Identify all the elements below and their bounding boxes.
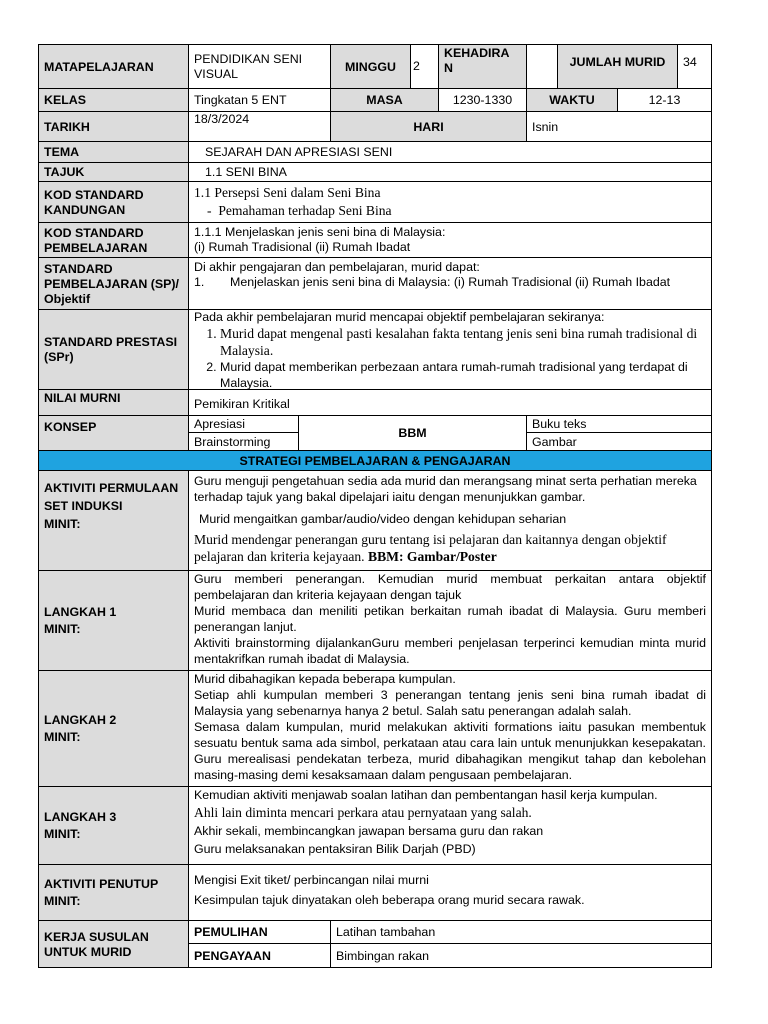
pengayaan-value bbox=[330, 943, 712, 968]
waktu-label-text: WAKTU bbox=[549, 93, 595, 107]
langkah2-label-2: MINIT: bbox=[44, 730, 81, 744]
konsep-label-text: KONSEP bbox=[44, 420, 97, 434]
langkah1-label bbox=[38, 570, 189, 671]
item-number: 1. bbox=[194, 275, 205, 289]
bbm-value-2-text: Gambar bbox=[532, 434, 577, 449]
langkah2-p1: Murid dibahagikan kepada beberapa kumpulan. bbox=[194, 672, 456, 686]
tema-value-text: SEJARAH DAN APRESIASI SENI bbox=[205, 145, 393, 159]
tajuk-label-text: TAJUK bbox=[44, 165, 85, 179]
penutup-label-1: AKTIVITI PENUTUP bbox=[44, 877, 159, 891]
kod-pembelajaran-label-text: KOD STANDARD PEMBELAJARAN bbox=[44, 225, 148, 255]
konsep-value-1-text: Apresiasi bbox=[194, 417, 245, 431]
tajuk-value bbox=[188, 162, 712, 182]
kod-kandungan-line1: 1.1 Persepsi Seni dalam Seni Bina bbox=[194, 185, 381, 200]
permulaan-p3 bbox=[194, 531, 706, 565]
penutup-label bbox=[38, 864, 189, 921]
strategi-header-text: STRATEGI PEMBELAJARAN & PENGAJARAN bbox=[239, 453, 511, 468]
hari-label bbox=[330, 111, 527, 142]
standard-pembelajaran-intro: Di akhir pengajaran dan pembelajaran, murid dapat: bbox=[194, 260, 480, 274]
konsep-value-2-text: Brainstorming bbox=[194, 434, 271, 449]
penutup-content bbox=[188, 864, 712, 921]
penutup-label-2: MINIT: bbox=[44, 894, 81, 908]
hari-value bbox=[526, 111, 712, 142]
langkah2-label bbox=[38, 670, 189, 787]
permulaan-label-1: AKTIVITI PERMULAAN bbox=[44, 481, 179, 495]
tema-value bbox=[188, 141, 712, 163]
masa-label bbox=[330, 88, 439, 112]
waktu-value bbox=[617, 88, 712, 112]
kehadiran-value bbox=[526, 44, 558, 89]
pemulihan-value bbox=[330, 920, 712, 944]
konsep-label bbox=[38, 415, 189, 451]
masa-value bbox=[438, 88, 527, 112]
langkah2-label-1: LANGKAH 2 bbox=[44, 713, 117, 727]
nilai-murni-label-text: NILAI MURNI bbox=[44, 391, 121, 405]
langkah1-p1: Guru memberi penerangan. Kemudian murid membuat perkaitan antara objektif pembelajaran dan kriteria kejayaan dengan tajuk bbox=[194, 572, 706, 602]
pemulihan-label-text: PEMULIHAN bbox=[194, 925, 268, 939]
kod-kandungan-line2: Pemahaman terhadap Seni Bina bbox=[218, 203, 392, 218]
langkah3-p2: Ahli lain diminta mencari perkara atau pernyataan yang salah. bbox=[194, 805, 532, 820]
standard-pembelajaran-item-text: Menjelaskan jenis seni bina di Malaysia: (i) Rumah Tradisional (ii) Rumah Ibadat bbox=[230, 275, 671, 289]
tema-label-text: TEMA bbox=[44, 145, 80, 159]
langkah2-p3: Semasa dalam kumpulan, murid melakukan aktiviti formations iaitu pasukan membentuk sesuatu bentuk sama ada simbol, perkataan atau cara lain untuk menunjukkan kesepakatan. Guru merealisasi pendekatan terbeza, murid dibahagikan mengikut tahap dan kebolehan masing-masing demi kesaksamaan dalam pengusaan pembelajaran. bbox=[194, 720, 706, 782]
langkah3-label-1: LANGKAH 3 bbox=[44, 810, 117, 824]
standard-prestasi-list bbox=[194, 325, 706, 390]
nilai-murni-label bbox=[38, 389, 189, 416]
kod-pembelajaran-line1: 1.1.1 Menjelaskan jenis seni bina di Malaysia: bbox=[194, 225, 446, 239]
standard-prestasi-item: 2. Murid dapat memberikan perbezaan antara rumah-rumah tradisional yang terdapat di Malaysia. bbox=[220, 359, 706, 390]
langkah3-label bbox=[38, 786, 189, 865]
kelas-label bbox=[38, 88, 189, 112]
langkah1-label-2: MINIT: bbox=[44, 622, 81, 636]
tema-label bbox=[38, 141, 189, 163]
penutup-p1: Mengisi Exit tiket/ perbincangan nilai murni bbox=[194, 873, 429, 887]
langkah3-content bbox=[188, 786, 712, 865]
bbm-value-1-text: Buku teks bbox=[532, 417, 587, 431]
pengayaan-value-text: Bimbingan rakan bbox=[336, 948, 429, 963]
tarikh-label-text: TARIKH bbox=[44, 119, 90, 134]
pengayaan-label-text: PENGAYAAN bbox=[194, 948, 271, 963]
langkah1-p3: Aktiviti brainstorming dijalankanGuru memberi penjelasan terperinci kemudian minta murid mentakrifkan rumah ibadat di Malaysia. bbox=[194, 636, 706, 666]
standard-pembelajaran-value bbox=[188, 257, 712, 310]
standard-prestasi-intro: Pada akhir pembelajaran murid mencapai objektif pembelajaran sekiranya: bbox=[194, 310, 605, 324]
kelas-label-text: KELAS bbox=[44, 93, 86, 107]
jumlah-murid-value-text: 34 bbox=[683, 54, 697, 69]
standard-prestasi-value bbox=[188, 309, 712, 390]
permulaan-label bbox=[38, 470, 189, 571]
permulaan-p2: Murid mengaitkan gambar/audio/video dengan kehidupan seharian bbox=[199, 512, 567, 526]
tarikh-value-text: 18/3/2024 bbox=[194, 112, 250, 126]
langkah2-content bbox=[188, 670, 712, 787]
langkah2-p2: Setiap ahli kumpulan memberi 3 penerangan tentang jenis seni bina rumah ibadat di Malaysia yang sebenarnya hanya 2 betul. Salah satu penerangan adalah salah. bbox=[194, 688, 706, 718]
kerja-susulan-label-text: KERJA SUSULAN UNTUK MURID bbox=[44, 929, 149, 959]
bbm-value-2 bbox=[526, 432, 712, 451]
tajuk-value-text: 1.1 SENI BINA bbox=[205, 165, 287, 179]
konsep-value-2 bbox=[188, 432, 299, 451]
permulaan-label-2: SET INDUKSI bbox=[44, 499, 123, 513]
permulaan-label-3: MINIT: bbox=[44, 517, 81, 531]
permulaan-p3-text: Murid mendengar penerangan guru tentang isi pelajaran dan kaitannya dengan objektif pelajaran dan kriteria kejayaan. bbox=[194, 532, 667, 564]
standard-prestasi-label bbox=[38, 309, 189, 390]
tarikh-label bbox=[38, 111, 189, 142]
permulaan-p1: Guru menguji pengetahuan sedia ada murid dan merangsang minat serta perhatian mereka terhadap tajuk yang bakal dipelajari iaitu dengan menunjukkan gambar. bbox=[194, 474, 697, 504]
standard-pembelajaran-label-text: STANDARD PEMBELAJARAN (SP)/ Objektif bbox=[44, 261, 179, 306]
penutup-p2: Kesimpulan tajuk dinyatakan oleh beberapa orang murid secara rawak. bbox=[194, 893, 585, 907]
kod-kandungan-label-text: KOD STANDARD KANDUNGAN bbox=[44, 187, 144, 217]
nilai-murni-value-text: Pemikiran Kritikal bbox=[194, 397, 290, 411]
permulaan-content bbox=[188, 470, 712, 571]
langkah1-label-1: LANGKAH 1 bbox=[44, 605, 117, 619]
langkah3-p1: Kemudian aktiviti menjawab soalan latihan dan pembentangan hasil kerja kumpulan. bbox=[194, 788, 658, 802]
standard-prestasi-label-text: STANDARD PRESTASI (SPr) bbox=[44, 335, 178, 364]
bbm-label bbox=[298, 415, 527, 451]
standard-prestasi-item: 1. Murid dapat mengenal pasti kesalahan fakta tentang jenis seni bina rumah tradisional di Malaysia. bbox=[220, 325, 706, 359]
langkah3-label-2: MINIT: bbox=[44, 827, 81, 841]
kod-kandungan-item bbox=[194, 202, 706, 220]
matapelajaran-label bbox=[38, 44, 189, 89]
minggu-value-text: 2 bbox=[413, 59, 420, 73]
pemulihan-label bbox=[188, 920, 331, 944]
kod-kandungan-label bbox=[38, 181, 189, 223]
lesson-plan-sheet bbox=[38, 44, 712, 968]
kelas-value bbox=[188, 88, 331, 112]
tajuk-label bbox=[38, 162, 189, 182]
waktu-label bbox=[526, 88, 618, 112]
tarikh-value bbox=[188, 111, 331, 142]
bbm-label-text: BBM bbox=[398, 426, 427, 440]
kehadiran-label bbox=[438, 44, 527, 89]
waktu-value-text: 12-13 bbox=[648, 93, 681, 107]
minggu-label-text: MINGGU bbox=[345, 59, 396, 74]
bbm-value-1 bbox=[526, 415, 712, 433]
langkah1-p2: Murid membaca dan meniliti petikan berkaitan rumah ibadat di Malaysia. Guru memberi penerangan lanjut. bbox=[194, 604, 706, 634]
nilai-murni-value bbox=[188, 389, 712, 416]
permulaan-p3-bbm: BBM: Gambar/Poster bbox=[368, 549, 497, 564]
konsep-value-1 bbox=[188, 415, 299, 433]
matapelajaran-value-text: PENDIDIKAN SENI VISUAL bbox=[194, 52, 303, 81]
pemulihan-value-text: Latihan tambahan bbox=[336, 925, 436, 939]
langkah3-p3: Akhir sekali, membincangkan jawapan bersama guru dan rakan bbox=[194, 824, 544, 838]
masa-value-text: 1230-1330 bbox=[452, 93, 513, 107]
kod-pembelajaran-line2: (i) Rumah Tradisional (ii) Rumah Ibadat bbox=[194, 240, 411, 254]
strategi-header bbox=[38, 450, 712, 471]
dash-bullet: - bbox=[207, 203, 212, 218]
hari-value-text: Isnin bbox=[532, 119, 559, 134]
matapelajaran-value bbox=[188, 44, 331, 89]
kod-pembelajaran-value bbox=[188, 222, 712, 258]
minggu-label bbox=[330, 44, 411, 89]
kelas-value-text: Tingkatan 5 ENT bbox=[194, 93, 287, 107]
kehadiran-label-text: KEHADIRA N bbox=[444, 46, 509, 75]
jumlah-murid-label-text: JUMLAH MURID bbox=[569, 54, 666, 69]
kerja-susulan-label bbox=[38, 920, 189, 968]
jumlah-murid-label bbox=[557, 44, 678, 89]
standard-pembelajaran-item bbox=[194, 275, 706, 290]
kod-kandungan-value bbox=[188, 181, 712, 223]
hari-label-text: HARI bbox=[413, 119, 444, 134]
pengayaan-label bbox=[188, 943, 331, 968]
langkah3-p4: Guru melaksanakan pentaksiran Bilik Darjah (PBD) bbox=[194, 842, 476, 856]
jumlah-murid-value bbox=[677, 44, 712, 89]
matapelajaran-label-text: MATAPELAJARAN bbox=[44, 59, 154, 74]
standard-pembelajaran-label bbox=[38, 257, 189, 310]
kod-pembelajaran-label bbox=[38, 222, 189, 258]
langkah1-content bbox=[188, 570, 712, 671]
minggu-value bbox=[410, 44, 439, 89]
masa-label-text: MASA bbox=[366, 93, 403, 107]
